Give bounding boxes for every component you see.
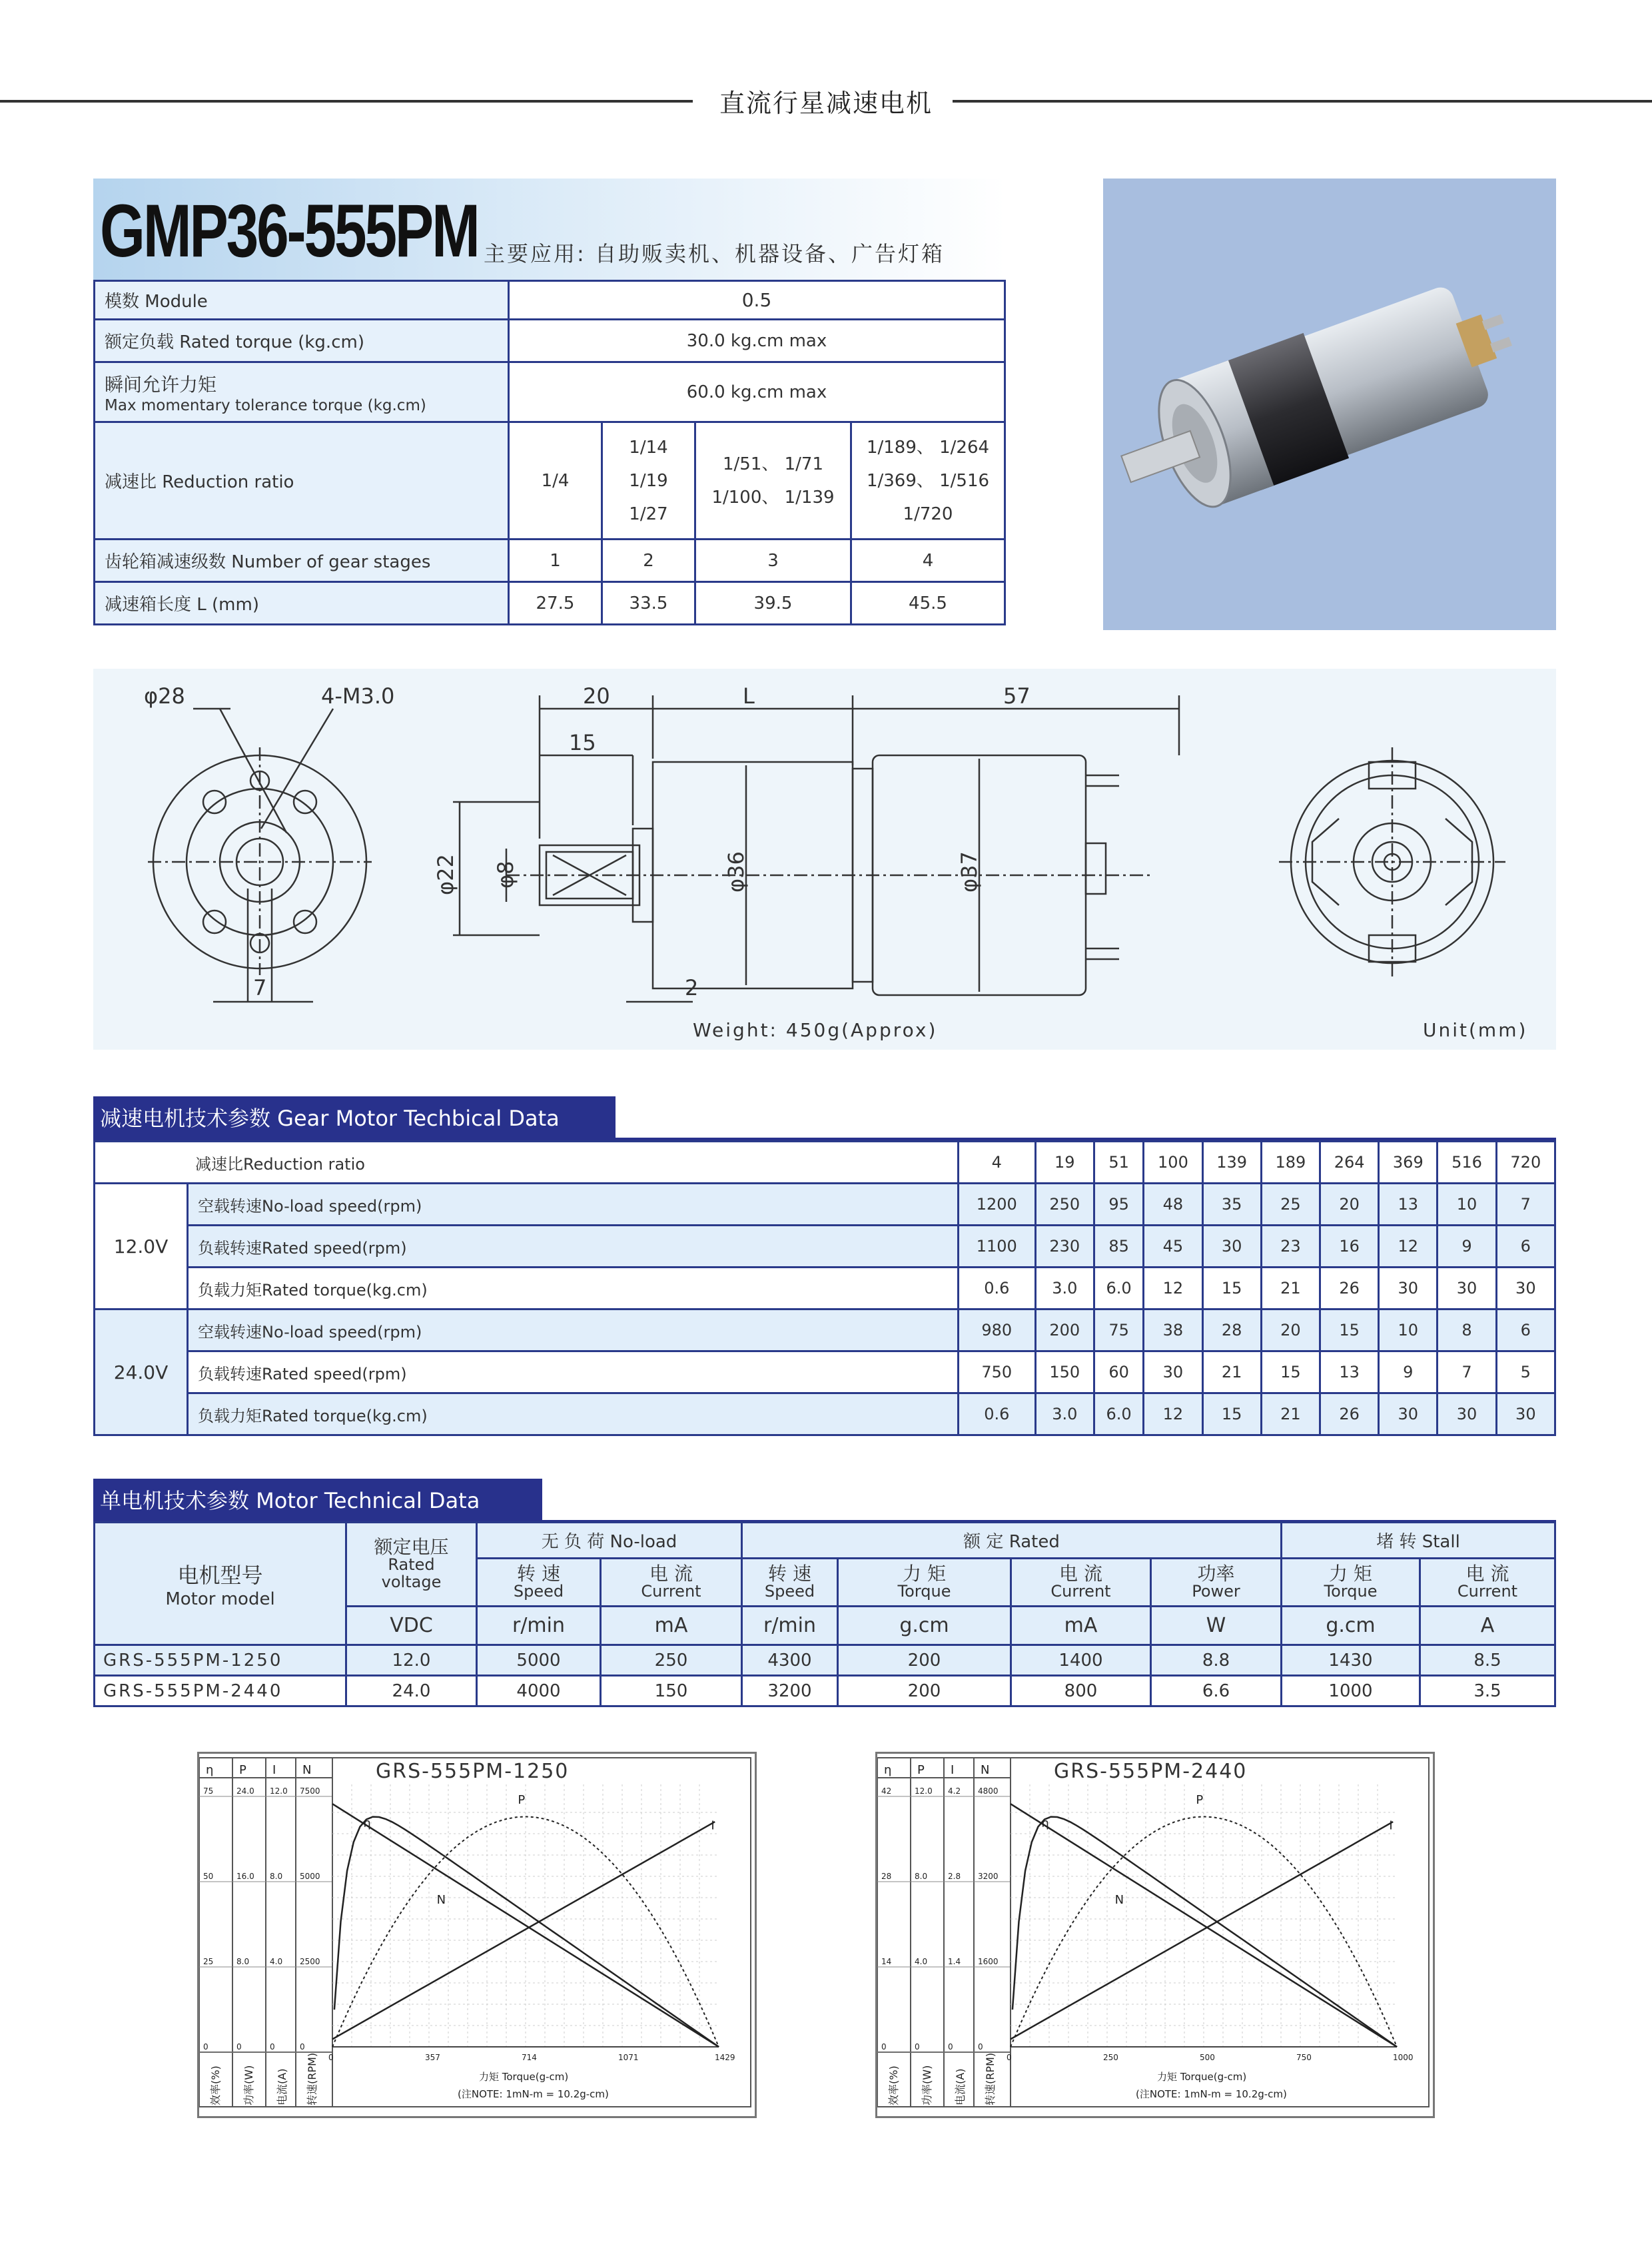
spec-rated-label: 额定负载 Rated torque (kg.cm) xyxy=(95,320,509,362)
voltage-label: 24.0V xyxy=(95,1309,188,1435)
dim-front-1: 4-M3.0 xyxy=(321,683,395,709)
series-label-n: N xyxy=(1114,1892,1124,1907)
ratio-value: 1/100、 1/139 xyxy=(711,487,835,508)
series-label-i: I xyxy=(1389,1818,1393,1833)
series-label-i: I xyxy=(711,1818,715,1833)
gear-cell: 15 xyxy=(1320,1309,1378,1351)
sub-header-cn: 电 流 xyxy=(1059,1562,1102,1585)
gear-cell: 75 xyxy=(1094,1309,1143,1351)
scale-tick: 16.0 xyxy=(236,1872,254,1881)
sub-header-en: Current xyxy=(641,1581,701,1601)
scale-axis-label: 转速(RPM) xyxy=(984,2052,997,2105)
scale-tick: 0 xyxy=(915,2042,920,2052)
gear-ratio: 516 xyxy=(1438,1142,1496,1184)
length-value: 33.5 xyxy=(602,582,695,625)
spec-max-label-cn: 瞬间允许力矩 xyxy=(105,373,217,396)
scale-tick: 0 xyxy=(881,2042,887,2052)
application-text: 主要应用: 自助贩卖机、机器设备、广告灯箱 xyxy=(484,241,945,266)
gear-row-label: 负载力矩Rated torque(kg.cm) xyxy=(188,1268,959,1309)
unit-cell: g.cm xyxy=(1282,1607,1420,1645)
gear-cell: 250 xyxy=(1035,1184,1094,1226)
gear-ratio: 189 xyxy=(1261,1142,1320,1184)
scale-header: P xyxy=(239,1763,246,1777)
gear-cell: 30 xyxy=(1144,1351,1202,1393)
ratio-cell xyxy=(695,422,851,540)
stall-header: 堵 转 Stall xyxy=(1282,1523,1555,1559)
motor-cell: 800 xyxy=(1011,1676,1151,1706)
length-value: 39.5 xyxy=(695,582,851,625)
gear-ratio: 4 xyxy=(958,1142,1035,1184)
scale-tick: 12.0 xyxy=(915,1786,933,1796)
scale-tick: 0 xyxy=(203,2042,208,2052)
motor-cell: 4300 xyxy=(742,1645,838,1676)
gear-cell: 12 xyxy=(1379,1226,1438,1268)
x-tick-label: 1429 xyxy=(715,2053,735,2062)
gear-ratio: 720 xyxy=(1496,1142,1555,1184)
voltage-label: 12.0V xyxy=(95,1184,188,1309)
gear-cell: 28 xyxy=(1202,1309,1261,1351)
gear-cell: 200 xyxy=(1035,1309,1094,1351)
gear-cell: 8 xyxy=(1438,1309,1496,1351)
unit-cell: r/min xyxy=(742,1607,838,1645)
noload-header: 无 负 荷 No-load xyxy=(477,1523,742,1559)
scale-header: N xyxy=(302,1763,312,1777)
gear-row-label: 空载转速No-load speed(rpm) xyxy=(188,1309,959,1351)
unit-cell: g.cm xyxy=(838,1607,1011,1645)
gear-row-label: 负载转速Rated speed(rpm) xyxy=(188,1351,959,1393)
sub-header-cn: 力 矩 xyxy=(1329,1562,1372,1585)
dim-side-4: φ22 xyxy=(433,854,458,895)
motor-cell: 12.0 xyxy=(346,1645,477,1676)
ratio-cell xyxy=(851,422,1005,540)
gear-cell: 12 xyxy=(1144,1268,1202,1309)
gear-cell: 150 xyxy=(1035,1351,1094,1393)
ratio-value: 1/369、 1/516 xyxy=(866,470,990,491)
sub-header xyxy=(742,1559,838,1607)
weight-label: Weight: 450g(Approx) xyxy=(693,1019,938,1041)
motor-cell: 200 xyxy=(838,1645,1011,1676)
scale-tick: 42 xyxy=(881,1786,892,1796)
sub-header-en: Power xyxy=(1192,1581,1240,1601)
sub-header xyxy=(601,1559,742,1607)
chart-title: GRS-555PM-2440 xyxy=(1054,1760,1248,1783)
dimension-drawing xyxy=(93,669,1556,1050)
gear-cell: 20 xyxy=(1320,1184,1378,1226)
motor-model-cn: 电机型号 xyxy=(177,1562,263,1588)
scale-tick: 4.0 xyxy=(270,1957,283,1966)
chart-note: (注NOTE: 1mN-m = 10.2g-cm) xyxy=(458,2088,609,2100)
motor-cell: 1000 xyxy=(1282,1676,1420,1706)
sub-header-en: Speed xyxy=(764,1581,815,1601)
length-value: 27.5 xyxy=(509,582,602,625)
sub-header xyxy=(1151,1559,1282,1607)
motor-cell: 8.5 xyxy=(1420,1645,1555,1676)
scale-tick: 28 xyxy=(881,1872,892,1881)
x-tick-label: 357 xyxy=(425,2053,440,2062)
x-tick-label: 1071 xyxy=(618,2053,639,2062)
gear-ratio-label: 减速比Reduction ratio xyxy=(95,1142,959,1184)
motor-model-name: GRS-555PM-2440 xyxy=(95,1676,346,1706)
scale-tick: 12.0 xyxy=(270,1786,288,1796)
motor-cell: 200 xyxy=(838,1676,1011,1706)
series-label-eta: η xyxy=(1041,1816,1049,1830)
ratio-value: 1/189、 1/264 xyxy=(866,437,990,458)
scale-axis-label: 电流(A) xyxy=(954,2068,967,2105)
motor-cell: 8.8 xyxy=(1151,1645,1282,1676)
spec-stages-label: 齿轮箱减速级数 Number of gear stages xyxy=(95,540,509,582)
plot-frame xyxy=(332,1758,751,2107)
gear-cell: 30 xyxy=(1379,1268,1438,1309)
chart-note: (注NOTE: 1mN-m = 10.2g-cm) xyxy=(1136,2088,1287,2100)
dim-front-2: 7 xyxy=(253,975,267,1000)
length-value: 45.5 xyxy=(851,582,1005,625)
gear-cell: 3.0 xyxy=(1035,1268,1094,1309)
unit-cell: mA xyxy=(601,1607,742,1645)
unit-cell: VDC xyxy=(346,1607,477,1645)
gear-cell: 12 xyxy=(1144,1393,1202,1435)
model-title: GMP36-555PM xyxy=(100,189,478,272)
scale-tick: 25 xyxy=(203,1957,214,1966)
gear-ratio: 100 xyxy=(1144,1142,1202,1184)
unit-cell: W xyxy=(1151,1607,1282,1645)
spec-rated-value: 30.0 kg.cm max xyxy=(509,320,1005,362)
gear-cell: 980 xyxy=(958,1309,1035,1351)
motor-cell: 3.5 xyxy=(1420,1676,1555,1706)
ratio-cell xyxy=(509,422,602,540)
gear-row-label: 空载转速No-load speed(rpm) xyxy=(188,1184,959,1226)
gear-cell: 45 xyxy=(1144,1226,1202,1268)
scale-tick: 8.0 xyxy=(915,1872,928,1881)
sub-header xyxy=(477,1559,601,1607)
gear-cell: 10 xyxy=(1438,1184,1496,1226)
stages-value: 3 xyxy=(695,540,851,582)
gear-cell: 30 xyxy=(1202,1226,1261,1268)
x-tick-label: 1000 xyxy=(1393,2053,1414,2062)
scale-tick: 3200 xyxy=(978,1872,999,1881)
gear-cell: 6 xyxy=(1496,1309,1555,1351)
motor-cell: 150 xyxy=(601,1676,742,1706)
dim-side-0: 20 xyxy=(583,683,610,709)
page-title: 直流行星减速电机 xyxy=(719,89,933,118)
dim-side-2: 57 xyxy=(1003,683,1031,709)
gear-cell: 48 xyxy=(1144,1184,1202,1226)
x-tick-label: 250 xyxy=(1103,2053,1118,2062)
gear-cell: 6.0 xyxy=(1094,1268,1143,1309)
ratio-value: 1/14 xyxy=(629,437,668,458)
series-label-p: P xyxy=(518,1793,526,1808)
gear-cell: 21 xyxy=(1261,1393,1320,1435)
gear-cell: 85 xyxy=(1094,1226,1143,1268)
gear-cell: 21 xyxy=(1261,1268,1320,1309)
gear-cell: 35 xyxy=(1202,1184,1261,1226)
gear-cell: 26 xyxy=(1320,1268,1378,1309)
product-photo xyxy=(1103,179,1556,630)
x-tick-label: 750 xyxy=(1296,2053,1312,2062)
scale-tick: 8.0 xyxy=(270,1872,283,1881)
gear-row-label: 负载转速Rated speed(rpm) xyxy=(188,1226,959,1268)
rated-voltage-en1: Rated xyxy=(388,1555,435,1574)
scale-header: I xyxy=(272,1763,276,1777)
gear-cell: 16 xyxy=(1320,1226,1378,1268)
rated-voltage-header xyxy=(346,1523,477,1607)
gear-cell: 7 xyxy=(1438,1351,1496,1393)
gear-cell: 25 xyxy=(1261,1184,1320,1226)
spec-length-label: 减速箱长度 L (mm) xyxy=(95,582,509,625)
gear-cell: 15 xyxy=(1202,1393,1261,1435)
scale-axis-label: 功率(W) xyxy=(242,2065,255,2105)
sub-header xyxy=(838,1559,1011,1607)
gear-cell: 5 xyxy=(1496,1351,1555,1393)
spec-table xyxy=(93,280,1006,625)
scale-tick: 14 xyxy=(881,1957,892,1966)
chart-svg-2440 xyxy=(877,1754,1433,2116)
sub-header-en: Torque xyxy=(1324,1581,1378,1601)
dim-side-8: 2 xyxy=(685,975,699,1000)
gear-motor-image xyxy=(1103,179,1556,630)
motor-cell: 3200 xyxy=(742,1676,838,1706)
gear-cell: 30 xyxy=(1438,1393,1496,1435)
gear-cell: 1100 xyxy=(958,1226,1035,1268)
scale-header: η xyxy=(206,1763,214,1777)
unit-label: Unit(mm) xyxy=(1423,1019,1528,1041)
plot-frame xyxy=(1011,1758,1429,2107)
ratio-value: 1/4 xyxy=(541,470,570,491)
scale-tick: 4.2 xyxy=(948,1786,961,1796)
gear-ratio: 139 xyxy=(1202,1142,1261,1184)
sub-header-cn: 转 速 xyxy=(768,1562,811,1585)
dim-side-5: φ8 xyxy=(493,861,518,889)
sub-header xyxy=(1282,1559,1420,1607)
ratio-value: 1/51、 1/71 xyxy=(722,454,824,474)
ratio-value: 1/27 xyxy=(629,504,668,524)
scale-header: η xyxy=(884,1763,892,1777)
gear-cell: 0.6 xyxy=(958,1393,1035,1435)
scale-tick: 7500 xyxy=(300,1786,320,1796)
series-label-p: P xyxy=(1196,1793,1204,1808)
chart-title: GRS-555PM-1250 xyxy=(376,1760,570,1783)
ratio-value: 1/720 xyxy=(903,504,953,524)
scale-tick: 4.0 xyxy=(915,1957,928,1966)
sub-header-cn: 力 矩 xyxy=(903,1562,946,1585)
dim-front-0: φ28 xyxy=(144,683,185,709)
dim-side-6: φ36 xyxy=(723,851,749,893)
gear-cell: 26 xyxy=(1320,1393,1378,1435)
spec-ratio-label: 减速比 Reduction ratio xyxy=(95,422,509,540)
gear-data-header: 减速电机技术参数 Gear Motor Techbical Data xyxy=(93,1096,616,1140)
scale-tick: 50 xyxy=(203,1872,214,1881)
gear-cell: 15 xyxy=(1261,1351,1320,1393)
scale-tick: 0 xyxy=(948,2042,953,2052)
scale-tick: 75 xyxy=(203,1786,214,1796)
scale-axis-label: 效率(%) xyxy=(887,2065,900,2105)
rated-voltage-cn: 额定电压 xyxy=(374,1535,449,1558)
scale-header: P xyxy=(917,1763,925,1777)
motor-model-header xyxy=(95,1523,346,1645)
sub-header xyxy=(1011,1559,1151,1607)
gear-cell: 6 xyxy=(1496,1226,1555,1268)
scale-tick: 5000 xyxy=(300,1872,320,1881)
gear-ratio: 19 xyxy=(1035,1142,1094,1184)
scale-tick: 1.4 xyxy=(948,1957,961,1966)
rated-header: 额 定 Rated xyxy=(742,1523,1282,1559)
ratio-value: 1/19 xyxy=(629,470,668,491)
sub-header-en: Current xyxy=(1457,1581,1518,1601)
x-axis-label: 力矩 Torque(g-cm) xyxy=(1157,2071,1247,2083)
gear-cell: 13 xyxy=(1379,1184,1438,1226)
scale-tick: 2.8 xyxy=(948,1872,961,1881)
motor-cell: 250 xyxy=(601,1645,742,1676)
dim-side-1: L xyxy=(743,683,755,709)
motor-model-en: Motor model xyxy=(165,1589,275,1609)
header-rule-right xyxy=(953,100,1652,103)
unit-cell: r/min xyxy=(477,1607,601,1645)
gear-cell: 23 xyxy=(1261,1226,1320,1268)
gear-cell: 750 xyxy=(958,1351,1035,1393)
unit-cell: A xyxy=(1420,1607,1555,1645)
motor-cell: 24.0 xyxy=(346,1676,477,1706)
scale-tick: 0 xyxy=(978,2042,983,2052)
gear-ratio: 51 xyxy=(1094,1142,1143,1184)
performance-chart-2440 xyxy=(875,1752,1435,2118)
gear-cell: 95 xyxy=(1094,1184,1143,1226)
gear-cell: 20 xyxy=(1261,1309,1320,1351)
gear-data-table xyxy=(93,1140,1556,1436)
x-tick-label: 714 xyxy=(522,2053,537,2062)
gear-cell: 10 xyxy=(1379,1309,1438,1351)
unit-cell: mA xyxy=(1011,1607,1151,1645)
gear-cell: 6.0 xyxy=(1094,1393,1143,1435)
x-tick-label: 0 xyxy=(1007,2053,1012,2062)
scale-axis-label: 电流(A) xyxy=(276,2068,288,2105)
spec-max-label xyxy=(95,362,509,422)
dim-side-7: φ37 xyxy=(957,851,982,893)
gear-row-label: 负载力矩Rated torque(kg.cm) xyxy=(188,1393,959,1435)
gear-cell: 60 xyxy=(1094,1351,1143,1393)
x-axis-label: 力矩 Torque(g-cm) xyxy=(479,2071,569,2083)
header-rule-left xyxy=(0,100,693,103)
stages-value: 2 xyxy=(602,540,695,582)
scale-header: I xyxy=(951,1763,955,1777)
sub-header-en: Torque xyxy=(897,1581,951,1601)
gear-cell: 30 xyxy=(1496,1393,1555,1435)
gear-cell: 0.6 xyxy=(958,1268,1035,1309)
scale-tick: 2500 xyxy=(300,1957,320,1966)
gear-cell: 1200 xyxy=(958,1184,1035,1226)
gear-cell: 3.0 xyxy=(1035,1393,1094,1435)
series-label-eta: η xyxy=(363,1816,371,1830)
motor-cell: 5000 xyxy=(477,1645,601,1676)
sub-header-cn: 电 流 xyxy=(1465,1562,1509,1585)
motor-data-header: 单电机技术参数 Motor Technical Data xyxy=(93,1479,542,1523)
gear-cell: 7 xyxy=(1496,1184,1555,1226)
motor-model-name: GRS-555PM-1250 xyxy=(95,1645,346,1676)
motor-cell: 6.6 xyxy=(1151,1676,1282,1706)
motor-cell: 1400 xyxy=(1011,1645,1151,1676)
spec-max-value: 60.0 kg.cm max xyxy=(509,362,1005,422)
gear-cell: 30 xyxy=(1496,1268,1555,1309)
performance-chart-1250 xyxy=(197,1752,757,2118)
scale-tick: 24.0 xyxy=(236,1786,254,1796)
gear-cell: 30 xyxy=(1438,1268,1496,1309)
motor-cell: 4000 xyxy=(477,1676,601,1706)
gear-cell: 9 xyxy=(1438,1226,1496,1268)
gear-cell: 21 xyxy=(1202,1351,1261,1393)
gear-cell: 13 xyxy=(1320,1351,1378,1393)
sub-header-cn: 电 流 xyxy=(649,1562,693,1585)
sub-header-en: Current xyxy=(1050,1581,1111,1601)
motor-cell: 1430 xyxy=(1282,1645,1420,1676)
scale-header: N xyxy=(981,1763,990,1777)
stages-value: 1 xyxy=(509,540,602,582)
gear-ratio: 369 xyxy=(1379,1142,1438,1184)
scale-axis-label: 转速(RPM) xyxy=(306,2052,318,2105)
drawing-svg xyxy=(93,669,1556,1050)
stages-value: 4 xyxy=(851,540,1005,582)
x-tick-label: 500 xyxy=(1200,2053,1215,2062)
sub-header-cn: 转 速 xyxy=(517,1562,560,1585)
gear-cell: 230 xyxy=(1035,1226,1094,1268)
scale-tick: 0 xyxy=(270,2042,275,2052)
sub-header-cn: 功率 xyxy=(1197,1562,1235,1585)
motor-data-table xyxy=(93,1521,1556,1707)
sub-header xyxy=(1420,1559,1555,1607)
scale-tick: 1600 xyxy=(978,1957,999,1966)
dim-side-3: 15 xyxy=(569,730,596,755)
scale-axis-label: 效率(%) xyxy=(209,2065,222,2105)
spec-module-value: 0.5 xyxy=(509,281,1005,320)
series-label-n: N xyxy=(436,1892,446,1907)
scale-tick: 0 xyxy=(236,2042,242,2052)
gear-cell: 38 xyxy=(1144,1309,1202,1351)
gear-cell: 30 xyxy=(1379,1393,1438,1435)
scale-axis-label: 功率(W) xyxy=(921,2065,933,2105)
scale-tick: 4800 xyxy=(978,1786,999,1796)
ratio-cell xyxy=(602,422,695,540)
scale-tick: 0 xyxy=(300,2042,305,2052)
x-tick-label: 0 xyxy=(328,2053,334,2062)
chart-svg-1250 xyxy=(199,1754,755,2116)
gear-cell: 9 xyxy=(1379,1351,1438,1393)
rated-voltage-en2: voltage xyxy=(381,1572,442,1591)
sub-header-en: Speed xyxy=(513,1581,564,1601)
gear-cell: 15 xyxy=(1202,1268,1261,1309)
gear-ratio: 264 xyxy=(1320,1142,1378,1184)
spec-module-label: 模数 Module xyxy=(95,281,509,320)
spec-max-label-en: Max momentary tolerance torque (kg.cm) xyxy=(105,396,426,414)
scale-tick: 8.0 xyxy=(236,1957,250,1966)
